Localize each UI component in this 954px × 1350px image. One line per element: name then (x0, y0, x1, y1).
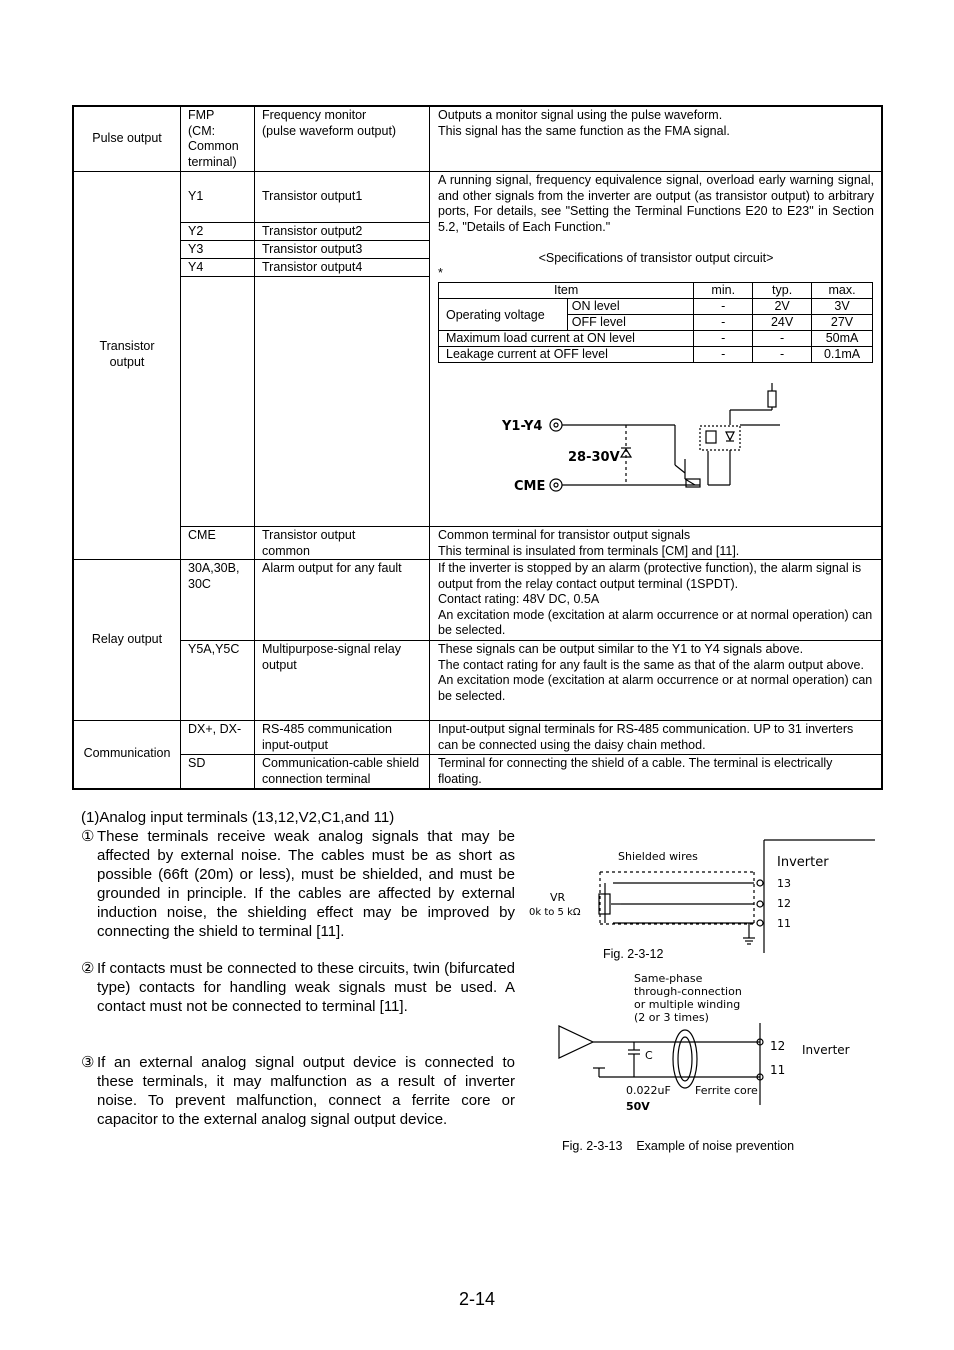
spec-cell: - (753, 347, 812, 363)
transistor-output-circuit (490, 375, 810, 505)
terminal-desc-y5: These signals can be output similar to the Y1 to Y4 signals above. The contact rating for any fault is the same as that of the alarm output above. An excitation mode (excitation at alarm occurrence or at normal operation) can be selected. (438, 642, 873, 703)
spec-cell: - (694, 315, 753, 331)
label-cap-value: 0.022uF (626, 1084, 671, 1097)
terminal-symbol-sd: SD (188, 756, 206, 770)
terminal-label-11: 11 (777, 917, 791, 930)
terminal-name-y2: Transistor output2 (262, 224, 363, 238)
terminal-name-30abc: Alarm output for any fault (262, 561, 402, 575)
note-number: ③ (81, 1054, 95, 1071)
terminal-label-12: 12 (770, 1039, 786, 1053)
terminal-name-y4: Transistor output4 (262, 260, 363, 274)
spec-cell: 27V (812, 315, 873, 331)
label-inverter: Inverter (777, 855, 829, 870)
terminal-name-cme: Transistor output common (262, 528, 356, 558)
spec-cell: OFF level (567, 315, 694, 331)
terminal-name-y5: Multipurpose-signal relay output (262, 642, 401, 672)
terminal-name-y3: Transistor output3 (262, 242, 363, 256)
circuit-label-voltage: 28-30V (568, 450, 620, 465)
analog-note-2 (81, 959, 515, 1016)
spec-cell: 3V (812, 299, 873, 315)
analog-note-3 (81, 1053, 515, 1129)
spec-row-max-load (439, 331, 873, 347)
spec-caption: <Specifications of transistor output circuit> (538, 251, 774, 265)
terminal-label-12: 12 (777, 897, 791, 910)
figure-caption-2-3-13: Fig. 2-3-13 Example of noise prevention (562, 1139, 795, 1153)
terminal-desc-dx: Input-output signal terminals for RS-485 communication. UP to 31 inverters can be connected using the daisy chain method. (438, 722, 854, 752)
terminal-symbol-30abc: 30A,30B, 30C (188, 561, 240, 591)
spec-row-on-level (439, 299, 873, 315)
terminal-symbol-cme: CME (188, 528, 216, 542)
circuit-label-y1-y4: Y1-Y4 (502, 419, 543, 434)
spec-cell: 2V (753, 299, 812, 315)
page-number: 2-14 (459, 1289, 496, 1309)
terminal-name-sd: Communication-cable shield connection terminal (262, 756, 420, 786)
terminal-desc-fmp: Outputs a monitor signal using the pulse waveform. This signal has the same function as the FMA signal. (438, 108, 730, 138)
terminal-name-fmp: Frequency monitor (pulse waveform output) (262, 108, 397, 138)
terminal-symbol-fmp: FMP (CM: Common terminal) (188, 108, 239, 169)
label-inverter: Inverter (802, 1043, 850, 1057)
spec-cell: ON level (567, 299, 694, 315)
group-transistor-output: Transistor output (99, 339, 155, 369)
terminal-label-11: 11 (770, 1063, 786, 1077)
label-cap-voltage: 50V (626, 1100, 650, 1113)
terminal-desc-cme: Common terminal for transistor output signals This terminal is insulated from terminals [CM] and [11]. (438, 528, 740, 558)
spec-cell: 24V (753, 315, 812, 331)
group-pulse-output: Pulse output (92, 131, 162, 145)
spec-cell: Maximum load current at ON level (439, 331, 694, 347)
label-vr-range: 0k to 5 kΩ (529, 907, 581, 918)
spec-asterisk: * (438, 266, 443, 280)
label-vr: VR (550, 891, 566, 904)
note-text: If contacts must be connected to these circuits, twin (bifurcated type) contacts for handling weak signals must be used. A contact must not be connected to terminal [11]. (97, 960, 515, 1015)
spec-header-typ: typ. (753, 283, 812, 299)
spec-cell: - (753, 331, 812, 347)
transistor-description: A running signal, frequency equivalence signal, overload early warning signal, and other signals from the inverter are output (as transistor output) to arbitrary ports, For details, see "Setting the Terminal Functions E20 to E23" in Section 5.2, "Details of Each Function." (438, 173, 874, 234)
terminal-symbol-y2: Y2 (188, 224, 204, 238)
terminal-symbol-y1: Y1 (188, 189, 204, 203)
group-relay-output: Relay output (91, 632, 163, 646)
spec-header-max: max. (812, 283, 873, 299)
spec-cell: 50mA (812, 331, 873, 347)
terminal-desc-30abc: If the inverter is stopped by an alarm (protective function), the alarm signal is output from the relay contact output terminal (1SPDT). Contact rating: 48V DC, 0.5A An excitation mode (excitation at alarm occurrence or at normal operation) can be selected. (438, 561, 873, 637)
ferrite-winding-note: Same-phase through-connection or multiple winding (2 or 3 times) (634, 972, 742, 1024)
figure-caption-2-3-12: Fig. 2-3-12 (603, 947, 664, 961)
group-communication: Communication (83, 746, 171, 760)
note-text: These terminals receive weak analog signals that may be affected by external noise. The cables must be as short as possible (66ft (20m) or less), must be shielded, and must be grounded in principle. If the cables are affected by external induction noise, the shielding effect may be improved by connecting the shield to terminal [11]. (97, 828, 515, 940)
terminal-desc-sd: Terminal for connecting the shield of a cable. The terminal is electrically floating. (438, 756, 833, 786)
terminal-symbol-y5: Y5A,Y5C (188, 642, 240, 656)
terminal-symbol-dx: DX+, DX- (188, 722, 242, 736)
note-number: ② (81, 960, 95, 977)
section-heading: (1)Analog input terminals (13,12,V2,C1,and 11) (81, 809, 395, 826)
transistor-spec-table (438, 282, 873, 363)
note-number: ① (81, 828, 95, 845)
circuit-label-cme: CME (514, 479, 546, 494)
label-ferrite-core: Ferrite core (695, 1084, 758, 1097)
note-text: If an external analog signal output device is connected to these terminals, it may malfunction as a result of inverter noise. To prevent malfunction, connect a ferrite core or capacitor to the external analog signal output device. (97, 1054, 515, 1128)
spec-operating-voltage: Operating voltage (439, 299, 568, 331)
spec-header-row (439, 283, 873, 299)
terminal-symbol-y3: Y3 (188, 242, 204, 256)
spec-cell: - (694, 331, 753, 347)
spec-row-leakage (439, 347, 873, 363)
terminal-name-dx: RS-485 communication input-output (262, 722, 392, 752)
terminal-label-13: 13 (777, 877, 791, 890)
spec-header-min: min. (694, 283, 753, 299)
figure-shielded-wires (525, 835, 885, 970)
terminal-symbol-y4: Y4 (188, 260, 204, 274)
analog-note-1 (81, 827, 515, 941)
spec-header-item: Item (439, 283, 694, 299)
label-capacitor-c: C (645, 1049, 653, 1062)
spec-cell: - (694, 347, 753, 363)
spec-cell: - (694, 299, 753, 315)
label-shielded-wires: Shielded wires (618, 850, 698, 863)
terminal-name-y1: Transistor output1 (262, 189, 363, 203)
spec-cell: Leakage current at OFF level (439, 347, 694, 363)
spec-cell: 0.1mA (812, 347, 873, 363)
